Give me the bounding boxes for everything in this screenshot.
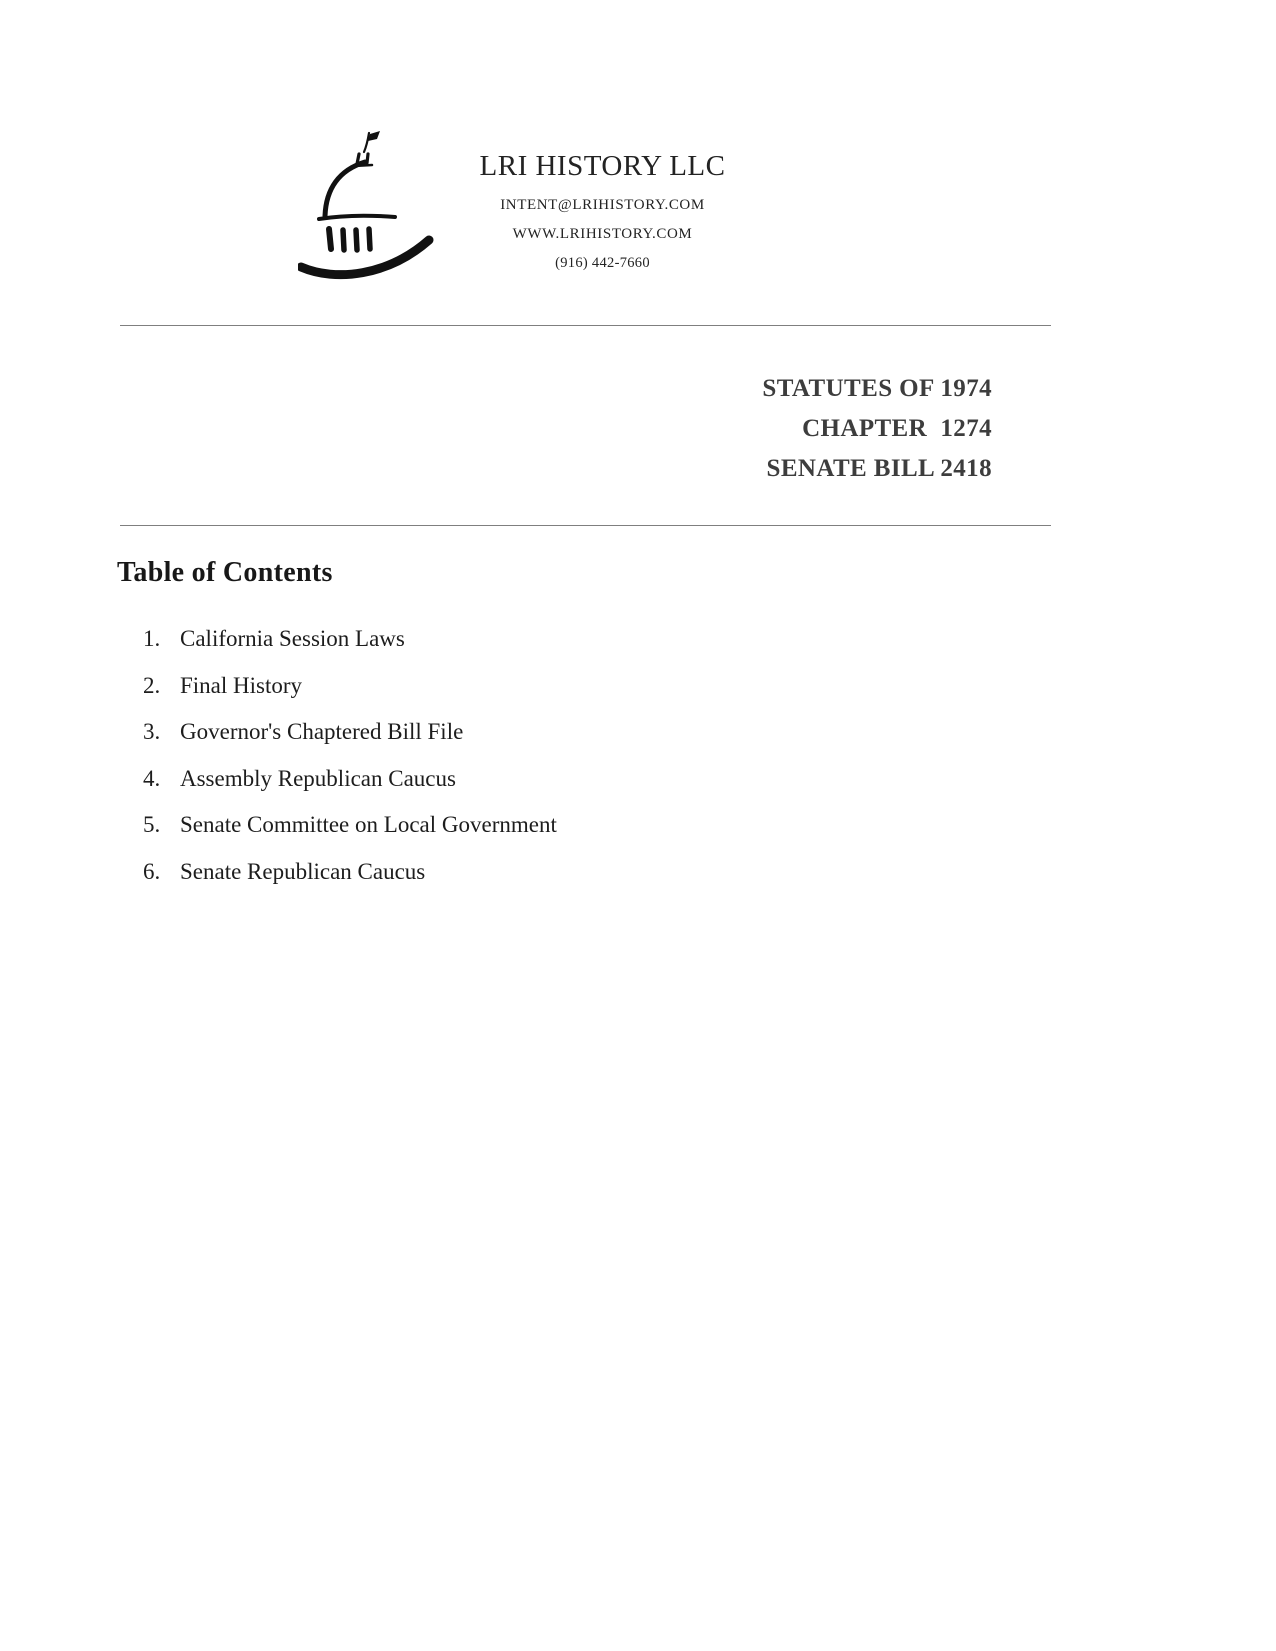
toc-item-label: Final History bbox=[180, 672, 303, 698]
company-name: LRI HISTORY LLC bbox=[479, 150, 726, 182]
toc-item-number: 2. bbox=[143, 672, 161, 698]
header bbox=[420, 150, 785, 284]
toc-item bbox=[143, 812, 963, 838]
toc-item bbox=[143, 859, 963, 885]
divider-top bbox=[120, 325, 1051, 326]
company-website: WWW.LRIHISTORY.COM bbox=[512, 226, 693, 242]
toc-item bbox=[143, 766, 963, 792]
toc-item-label: Senate Republican Caucus bbox=[180, 858, 426, 884]
toc-item-number: 5. bbox=[143, 812, 161, 837]
toc-list bbox=[143, 626, 963, 905]
toc-item-number: 1. bbox=[143, 626, 161, 651]
toc-item-label: California Session Laws bbox=[180, 626, 405, 651]
toc-item-label: Assembly Republican Caucus bbox=[180, 765, 456, 791]
toc-item-label: Senate Committee on Local Government bbox=[180, 812, 557, 837]
chapter-line: CHAPTER 1274 bbox=[802, 415, 992, 442]
company-phone: (916) 442-7660 bbox=[555, 255, 650, 271]
capitol-dome-icon bbox=[298, 126, 440, 288]
statute-block bbox=[520, 369, 992, 489]
divider-bottom bbox=[120, 525, 1051, 526]
toc-title: Table of Contents bbox=[117, 557, 333, 588]
toc-item bbox=[143, 673, 963, 699]
toc-item-number: 6. bbox=[143, 858, 161, 884]
toc-item bbox=[143, 719, 963, 745]
toc-item-number: 3. bbox=[143, 719, 161, 744]
toc-item bbox=[143, 626, 963, 652]
capitol-dome-logo bbox=[298, 126, 440, 288]
company-email: INTENT@LRIHISTORY.COM bbox=[500, 197, 705, 213]
statutes-line: STATUTES OF 1974 bbox=[762, 375, 992, 402]
toc-item-number: 4. bbox=[143, 765, 161, 791]
toc-item-label: Governor's Chaptered Bill File bbox=[180, 719, 464, 744]
senate-bill-line: SENATE BILL 2418 bbox=[766, 455, 992, 482]
